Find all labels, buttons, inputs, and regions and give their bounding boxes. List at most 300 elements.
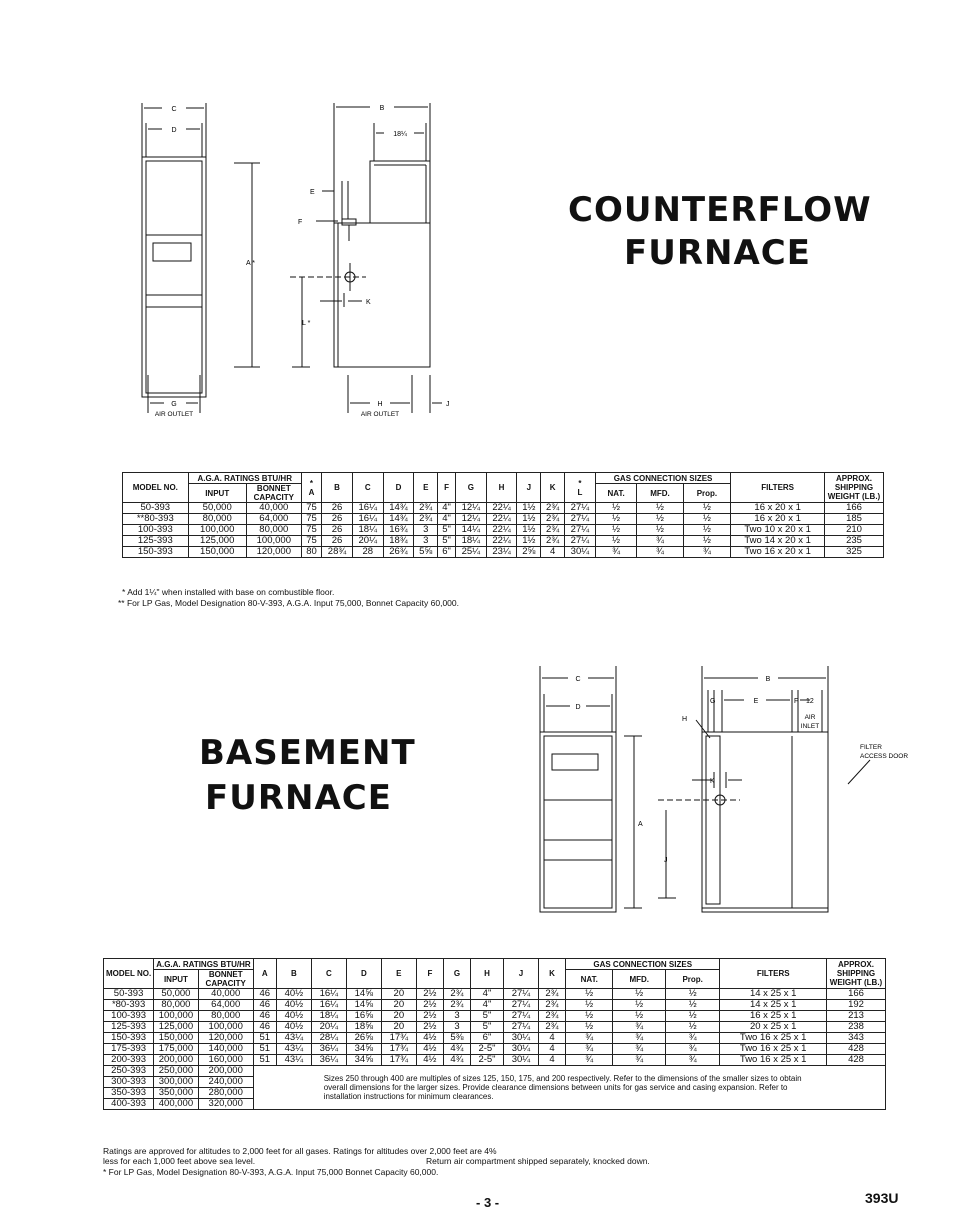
th-mfd: MFD. xyxy=(613,970,666,989)
table-row xyxy=(104,1022,886,1033)
th-mfd: MFD. xyxy=(637,484,683,503)
table-cell: 27¼ xyxy=(565,514,596,525)
table-cell: 238 xyxy=(827,1022,886,1033)
counterflow-title-2: FURNACE xyxy=(624,233,811,273)
table-cell: 120,000 xyxy=(198,1033,253,1044)
table-cell: 26 xyxy=(322,503,353,514)
table-cell: 26 xyxy=(322,536,353,547)
table-cell: ¾ xyxy=(665,1033,719,1044)
table-cell: ¾ xyxy=(683,547,731,558)
table-cell: 17¾ xyxy=(381,1055,416,1066)
th-prop: Prop. xyxy=(665,970,719,989)
th-e: E xyxy=(414,473,438,503)
basement-note-4: * For LP Gas, Model Designation 80-V-393, A.G.A. Input 75,000 Bonnet Capacity 60,000. xyxy=(103,1167,439,1177)
table-cell: ½ xyxy=(566,989,613,1000)
dim-b-sub: 18¼ xyxy=(393,131,407,138)
table-cell: 5⅜ xyxy=(443,1033,470,1044)
table-row xyxy=(104,1000,886,1011)
basement-diagram xyxy=(530,660,930,915)
basement-title-1: BASEMENT xyxy=(199,733,416,773)
filter-label-2: ACCESS DOOR xyxy=(860,753,909,760)
table-row xyxy=(104,1066,886,1077)
basement-note-2: less for each 1,000 feet above sea level. xyxy=(103,1156,256,1166)
dim-g: G xyxy=(710,698,716,705)
table-cell: 50-393 xyxy=(104,989,154,1000)
dim-e: E xyxy=(753,698,759,705)
table-cell: 200-393 xyxy=(104,1055,154,1066)
table-cell: 166 xyxy=(827,989,886,1000)
table-cell: 64,000 xyxy=(246,514,301,525)
doc-code: 393U xyxy=(865,1190,899,1206)
dim-a: A xyxy=(638,821,643,828)
table-cell: 120,000 xyxy=(246,547,301,558)
table-cell: 50,000 xyxy=(188,503,246,514)
table-cell: 80 xyxy=(301,547,321,558)
dim-c: C xyxy=(575,676,581,683)
table-cell: 43¼ xyxy=(276,1044,311,1055)
table-cell: 16¼ xyxy=(311,1000,346,1011)
table-cell: 27¼ xyxy=(503,1022,538,1033)
table-cell: 80,000 xyxy=(188,514,246,525)
table-cell: 27¼ xyxy=(503,1000,538,1011)
table-cell: 43¼ xyxy=(276,1033,311,1044)
table-cell: 51 xyxy=(253,1044,276,1055)
table-cell: 22¼ xyxy=(486,514,517,525)
th-gas: GAS CONNECTION SIZES xyxy=(595,473,731,484)
table-cell: 2¾ xyxy=(541,536,565,547)
table-cell: ½ xyxy=(595,536,637,547)
table-cell: 185 xyxy=(825,514,884,525)
th-bonnet: BONNET CAPACITY xyxy=(246,484,301,503)
table-cell: 40½ xyxy=(276,1000,311,1011)
table-cell: 50,000 xyxy=(154,989,199,1000)
table-cell: 150-393 xyxy=(104,1033,154,1044)
table-cell: ½ xyxy=(683,536,731,547)
table-cell: Two 10 x 20 x 1 xyxy=(731,525,825,536)
table-cell: 14⅝ xyxy=(346,989,381,1000)
th-c: C xyxy=(311,959,346,989)
table-cell: 27¼ xyxy=(503,1011,538,1022)
table-cell: 2¾ xyxy=(538,1000,565,1011)
table-cell: 3 xyxy=(414,536,438,547)
table-cell: ½ xyxy=(637,503,683,514)
page-number: - 3 - xyxy=(476,1195,500,1210)
sizes-note: Sizes 250 through 400 are multiples of sizes 125, 150, 175, and 200 respectively. Refer to the dimensions of the smaller sizes to obtain overall dimensions for the larger sizes. Provide clearance dimensions between units for gas service and casing expansion. Refer to installation instructions for minimum clearances. xyxy=(253,1066,885,1110)
table-cell: 5⅝ xyxy=(414,547,438,558)
table-cell: 75 xyxy=(301,525,321,536)
table-cell: 14⅝ xyxy=(346,1000,381,1011)
table-cell: ¾ xyxy=(665,1044,719,1055)
table-cell: ¾ xyxy=(665,1055,719,1066)
th-k: K xyxy=(538,959,565,989)
counterflow-title-1: COUNTERFLOW xyxy=(568,190,872,230)
table-cell: 16¾ xyxy=(383,525,414,536)
table-cell: 1½ xyxy=(517,525,541,536)
table-cell: ½ xyxy=(566,1011,613,1022)
th-l: * L xyxy=(565,473,596,503)
th-input: INPUT xyxy=(188,484,246,503)
table-cell: 100,000 xyxy=(246,536,301,547)
table-cell: 428 xyxy=(827,1055,886,1066)
table-cell: 2¾ xyxy=(541,525,565,536)
th-gas: GAS CONNECTION SIZES xyxy=(566,959,720,970)
table-cell: 40,000 xyxy=(246,503,301,514)
table-cell: 36¼ xyxy=(311,1044,346,1055)
table-cell: 5" xyxy=(438,536,456,547)
table-cell: Two 16 x 25 x 1 xyxy=(720,1044,827,1055)
th-bonnet: BONNET CAPACITY xyxy=(198,970,253,989)
table-cell: ¾ xyxy=(613,1044,666,1055)
table-cell: 125-393 xyxy=(123,536,189,547)
table-cell: ¾ xyxy=(637,536,683,547)
table-cell: 6" xyxy=(438,547,456,558)
side-cabinet xyxy=(334,223,430,367)
table-cell: ½ xyxy=(613,989,666,1000)
table-cell: 28¼ xyxy=(311,1033,346,1044)
table-cell: ½ xyxy=(665,989,719,1000)
dim-c: C xyxy=(171,106,177,113)
table-cell: 4½ xyxy=(416,1044,443,1055)
basement-note-3: Return air compartment shipped separately, knocked down. xyxy=(426,1156,650,1166)
table-cell: 2¾ xyxy=(414,514,438,525)
th-model: MODEL NO. xyxy=(104,959,154,989)
table-cell: 100,000 xyxy=(188,525,246,536)
table-cell: 5" xyxy=(438,525,456,536)
table-row xyxy=(123,547,884,558)
table-cell: 428 xyxy=(827,1044,886,1055)
table-cell: 14¼ xyxy=(455,525,486,536)
table-cell: 2½ xyxy=(416,1022,443,1033)
table-cell: 18¼ xyxy=(311,1011,346,1022)
table-cell: 20¼ xyxy=(352,536,383,547)
th-h: H xyxy=(486,473,517,503)
table-cell: 20 x 25 x 1 xyxy=(720,1022,827,1033)
table-cell: 26¾ xyxy=(383,547,414,558)
table-cell: 3 xyxy=(414,525,438,536)
table-cell: 25¼ xyxy=(455,547,486,558)
air-inlet-2: INLET xyxy=(800,723,820,730)
table-cell: 3 xyxy=(443,1011,470,1022)
table-cell: ¾ xyxy=(613,1055,666,1066)
table-cell: 175,000 xyxy=(154,1044,199,1055)
dim-e: E xyxy=(310,189,315,196)
table-cell: 2¾ xyxy=(541,514,565,525)
table-cell: 240,000 xyxy=(198,1077,253,1088)
table-cell: 64,000 xyxy=(198,1000,253,1011)
table-cell: 46 xyxy=(253,989,276,1000)
th-input: INPUT xyxy=(154,970,199,989)
dim-b: B xyxy=(379,105,385,112)
table-row xyxy=(104,1033,886,1044)
table-cell: 200,000 xyxy=(154,1055,199,1066)
table-cell: 27¼ xyxy=(565,525,596,536)
table-cell: 235 xyxy=(825,536,884,547)
table-cell: 4½ xyxy=(416,1055,443,1066)
th-b: B xyxy=(276,959,311,989)
table-cell: 75 xyxy=(301,503,321,514)
table-cell: 2¾ xyxy=(541,503,565,514)
dim-b: B xyxy=(765,676,771,683)
table-cell: 30¼ xyxy=(565,547,596,558)
table-row xyxy=(123,514,884,525)
table-cell: 4½ xyxy=(416,1033,443,1044)
table-cell: 4 xyxy=(538,1044,565,1055)
dim-g: G xyxy=(171,401,177,408)
table-cell: 14 x 25 x 1 xyxy=(720,1000,827,1011)
counterflow-note-1: * Add 1¼" when installed with base on combustible floor. xyxy=(122,587,335,597)
table-cell: 125,000 xyxy=(154,1022,199,1033)
table-cell: Two 16 x 25 x 1 xyxy=(720,1055,827,1066)
table-cell: 26 xyxy=(322,525,353,536)
th-d: D xyxy=(346,959,381,989)
th-c: C xyxy=(352,473,383,503)
table-cell: 2¾ xyxy=(538,1011,565,1022)
table-cell: Two 16 x 20 x 1 xyxy=(731,547,825,558)
table-cell: 6" xyxy=(471,1033,504,1044)
table-cell: 150,000 xyxy=(188,547,246,558)
th-g: G xyxy=(455,473,486,503)
table-cell: 51 xyxy=(253,1033,276,1044)
th-b: B xyxy=(322,473,353,503)
dim-l: L * xyxy=(302,320,311,327)
table-cell: 192 xyxy=(827,1000,886,1011)
table-cell: 18¼ xyxy=(455,536,486,547)
table-cell: 50-393 xyxy=(123,503,189,514)
table-cell: 17¾ xyxy=(381,1033,416,1044)
table-cell: 27¼ xyxy=(565,536,596,547)
table-cell: 12¼ xyxy=(455,503,486,514)
table-cell: 14 x 25 x 1 xyxy=(720,989,827,1000)
table-cell: ¾ xyxy=(566,1033,613,1044)
table-cell: 125,000 xyxy=(188,536,246,547)
table-cell: 16⅝ xyxy=(346,1011,381,1022)
table-cell: 300-393 xyxy=(104,1077,154,1088)
table-cell: ½ xyxy=(665,1000,719,1011)
table-cell: ½ xyxy=(683,503,731,514)
th-prop: Prop. xyxy=(683,484,731,503)
table-cell: 14¾ xyxy=(383,514,414,525)
th-filters: FILTERS xyxy=(720,959,827,989)
table-row xyxy=(104,1055,886,1066)
table-cell: 22¼ xyxy=(486,536,517,547)
th-h: H xyxy=(471,959,504,989)
table-cell: ¾ xyxy=(613,1033,666,1044)
table-cell: 125-393 xyxy=(104,1022,154,1033)
table-cell: 4 xyxy=(538,1055,565,1066)
table-cell: ½ xyxy=(665,1022,719,1033)
table-cell: ¾ xyxy=(595,547,637,558)
th-j: J xyxy=(517,473,541,503)
th-aga: A.G.A. RATINGS BTU/HR xyxy=(154,959,254,970)
dim-k: K xyxy=(366,299,371,306)
table-cell: 210 xyxy=(825,525,884,536)
front-cabinet xyxy=(142,157,206,397)
dim-j: J xyxy=(446,401,450,408)
table-cell: ½ xyxy=(595,514,637,525)
th-j: J xyxy=(503,959,538,989)
table-cell: 20¼ xyxy=(311,1022,346,1033)
table-cell: **80-393 xyxy=(123,514,189,525)
table-cell: 2-5" xyxy=(471,1055,504,1066)
table-cell: 43¼ xyxy=(276,1055,311,1066)
th-g: G xyxy=(443,959,470,989)
table-cell: 350,000 xyxy=(154,1088,199,1099)
table-cell: 150,000 xyxy=(154,1033,199,1044)
table-cell: 200,000 xyxy=(198,1066,253,1077)
table-cell: 20 xyxy=(381,1011,416,1022)
table-cell: 100,000 xyxy=(198,1022,253,1033)
table-row xyxy=(123,536,884,547)
table-cell: 325 xyxy=(825,547,884,558)
table-cell: ½ xyxy=(683,525,731,536)
table-cell: 46 xyxy=(253,1022,276,1033)
table-cell: 14¾ xyxy=(383,503,414,514)
table-cell: 16 x 20 x 1 xyxy=(731,514,825,525)
th-weight: APPROX. SHIPPING WEIGHT (LB.) xyxy=(825,473,884,503)
table-cell: 5" xyxy=(471,1011,504,1022)
table-cell: ½ xyxy=(566,1000,613,1011)
th-k: K xyxy=(541,473,565,503)
table-cell: 20 xyxy=(381,989,416,1000)
table-cell: 26⅝ xyxy=(346,1033,381,1044)
th-f: F xyxy=(416,959,443,989)
table-cell: 1½ xyxy=(517,536,541,547)
table-cell: 16 x 25 x 1 xyxy=(720,1011,827,1022)
table-cell: 400,000 xyxy=(154,1099,199,1110)
table-cell: 300,000 xyxy=(154,1077,199,1088)
th-model: MODEL NO. xyxy=(123,473,189,503)
table-cell: 12¼ xyxy=(455,514,486,525)
table-cell: 100-393 xyxy=(123,525,189,536)
table-cell: 27¼ xyxy=(565,503,596,514)
table-cell: 40½ xyxy=(276,989,311,1000)
table-cell: Two 14 x 20 x 1 xyxy=(731,536,825,547)
table-cell: 2¾ xyxy=(443,989,470,1000)
dim-d: D xyxy=(171,127,177,134)
table-row xyxy=(104,1011,886,1022)
table-cell: 20 xyxy=(381,1000,416,1011)
table-cell: 26 xyxy=(322,514,353,525)
th-d: D xyxy=(383,473,414,503)
th-nat: NAT. xyxy=(595,484,637,503)
table-cell: 320,000 xyxy=(198,1099,253,1110)
air-outlet-right: AIR OUTLET xyxy=(360,411,400,418)
filter-label-1: FILTER xyxy=(860,744,882,751)
basement-note-1: Ratings are approved for altitudes to 2,000 feet for all gases. Ratings for altitudes over 2,000 feet are 4% xyxy=(103,1146,497,1156)
front-cabinet xyxy=(540,732,616,912)
table-cell: 16 x 20 x 1 xyxy=(731,503,825,514)
table-cell: 2¾ xyxy=(443,1000,470,1011)
table-cell: 250-393 xyxy=(104,1066,154,1077)
table-cell: 166 xyxy=(825,503,884,514)
table-cell: ¾ xyxy=(566,1044,613,1055)
table-cell: ½ xyxy=(637,514,683,525)
air-inlet-1: AIR xyxy=(804,714,816,721)
table-cell: 2-5" xyxy=(471,1044,504,1055)
air-outlet-left: AIR OUTLET xyxy=(154,411,194,418)
table-cell: 46 xyxy=(253,1011,276,1022)
table-cell: 2½ xyxy=(416,1011,443,1022)
table-cell: 280,000 xyxy=(198,1088,253,1099)
table-cell: 80,000 xyxy=(198,1011,253,1022)
th-aga: A.G.A. RATINGS BTU/HR xyxy=(188,473,301,484)
table-cell: 40,000 xyxy=(198,989,253,1000)
table-cell: 46 xyxy=(253,1000,276,1011)
dim-f: F xyxy=(298,219,303,226)
dim-k: K xyxy=(710,778,715,785)
table-cell: 20 xyxy=(381,1022,416,1033)
table-cell: ½ xyxy=(566,1022,613,1033)
table-cell: ½ xyxy=(595,525,637,536)
table-cell: 22¼ xyxy=(486,503,517,514)
table-cell: 18¼ xyxy=(352,525,383,536)
table-cell: 28¾ xyxy=(322,547,353,558)
table-cell: 28 xyxy=(352,547,383,558)
table-cell: 75 xyxy=(301,514,321,525)
table-cell: 34⅝ xyxy=(346,1044,381,1055)
table-cell: 4¾ xyxy=(443,1044,470,1055)
table-cell: 213 xyxy=(827,1011,886,1022)
table-cell: 160,000 xyxy=(198,1055,253,1066)
table-cell: 16¼ xyxy=(352,503,383,514)
table-cell: 4 xyxy=(541,547,565,558)
table-cell: 51 xyxy=(253,1055,276,1066)
table-cell: 2½ xyxy=(416,1000,443,1011)
table-cell: ¾ xyxy=(613,1022,666,1033)
table-cell: 80,000 xyxy=(246,525,301,536)
table-cell: ½ xyxy=(613,1011,666,1022)
table-cell: 80,000 xyxy=(154,1000,199,1011)
table-cell: 17¾ xyxy=(381,1044,416,1055)
table-cell: ½ xyxy=(613,1000,666,1011)
table-cell: ¾ xyxy=(566,1055,613,1066)
table-cell: 30¼ xyxy=(503,1033,538,1044)
table-cell: 343 xyxy=(827,1033,886,1044)
table-cell: 34⅝ xyxy=(346,1055,381,1066)
table-cell: 18⅝ xyxy=(346,1022,381,1033)
table-cell: 100-393 xyxy=(104,1011,154,1022)
table-cell: 250,000 xyxy=(154,1066,199,1077)
table-cell: ½ xyxy=(637,525,683,536)
table-cell: 4" xyxy=(438,514,456,525)
table-cell: 175-393 xyxy=(104,1044,154,1055)
table-cell: 16¼ xyxy=(352,514,383,525)
basement-spec-table xyxy=(103,958,886,1110)
table-cell: 100,000 xyxy=(154,1011,199,1022)
th-weight: APPROX. SHIPPING WEIGHT (LB.) xyxy=(827,959,886,989)
table-cell: 4 xyxy=(538,1033,565,1044)
table-row xyxy=(123,503,884,514)
table-cell: 4" xyxy=(438,503,456,514)
counterflow-diagram xyxy=(130,95,470,425)
table-cell: ½ xyxy=(683,514,731,525)
counterflow-note-2: ** For LP Gas, Model Designation 80-V-393, A.G.A. Input 75,000, Bonnet Capacity 60,000. xyxy=(118,598,460,608)
dim-d: D xyxy=(575,704,581,711)
table-cell: 27¼ xyxy=(503,989,538,1000)
th-filters: FILTERS xyxy=(731,473,825,503)
table-cell: 23¼ xyxy=(486,547,517,558)
dim-j: J xyxy=(664,857,668,864)
table-row xyxy=(123,525,884,536)
table-cell: 40½ xyxy=(276,1011,311,1022)
th-a: * A xyxy=(301,473,321,503)
table-cell: 18¾ xyxy=(383,536,414,547)
table-cell: 2½ xyxy=(416,989,443,1000)
table-cell: 75 xyxy=(301,536,321,547)
dim-a: A * xyxy=(246,260,255,267)
th-nat: NAT. xyxy=(566,970,613,989)
table-row xyxy=(104,1044,886,1055)
